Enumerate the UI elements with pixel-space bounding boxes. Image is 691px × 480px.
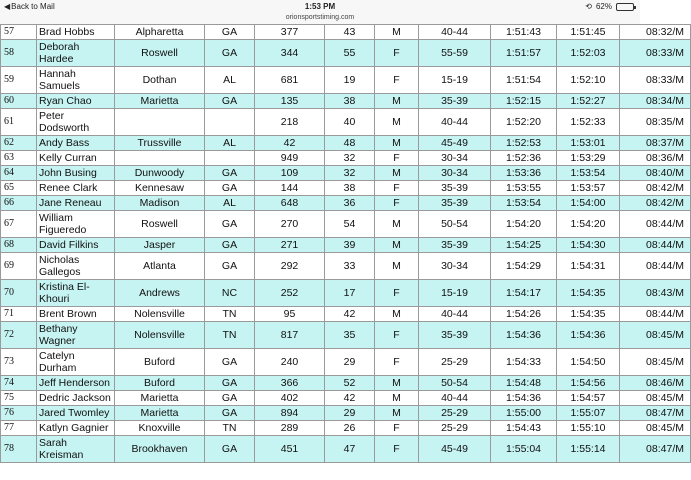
name-cell: Nicholas Gallegos — [37, 253, 115, 280]
chip-time-cell: 1:53:01 — [557, 136, 620, 151]
rotation-lock-icon: ⟲ — [585, 2, 592, 11]
gun-time-cell: 1:54:43 — [491, 421, 557, 436]
gun-time-cell: 1:54:29 — [491, 253, 557, 280]
city-cell: Marietta — [115, 406, 205, 421]
age-cell: 36 — [325, 196, 375, 211]
pace-cell: 08:46/M — [620, 376, 691, 391]
pace-cell: 08:34/M — [620, 94, 691, 109]
state-cell: GA — [205, 406, 255, 421]
city-cell: Brookhaven — [115, 436, 205, 463]
place-cell: 61 — [1, 109, 37, 136]
division-cell: 55-59 — [419, 40, 491, 67]
pace-cell: 08:42/M — [620, 181, 691, 196]
bib-cell: 109 — [255, 166, 325, 181]
name-cell: Peter Dodsworth — [37, 109, 115, 136]
state-cell: GA — [205, 436, 255, 463]
sex-cell: M — [375, 166, 419, 181]
chip-time-cell: 1:54:36 — [557, 322, 620, 349]
state-cell: AL — [205, 136, 255, 151]
chip-time-cell: 1:54:31 — [557, 253, 620, 280]
place-cell: 59 — [1, 67, 37, 94]
chip-time-cell: 1:53:57 — [557, 181, 620, 196]
pace-cell: 08:45/M — [620, 349, 691, 376]
division-cell: 15-19 — [419, 280, 491, 307]
age-cell: 35 — [325, 322, 375, 349]
place-cell: 69 — [1, 253, 37, 280]
pace-cell: 08:44/M — [620, 307, 691, 322]
age-cell: 55 — [325, 40, 375, 67]
state-cell: TN — [205, 322, 255, 349]
gun-time-cell: 1:54:17 — [491, 280, 557, 307]
state-cell: GA — [205, 253, 255, 280]
gun-time-cell: 1:54:36 — [491, 322, 557, 349]
city-cell: Alpharetta — [115, 25, 205, 40]
bib-cell: 252 — [255, 280, 325, 307]
state-cell: TN — [205, 307, 255, 322]
age-cell: 54 — [325, 211, 375, 238]
table-row — [1, 166, 691, 181]
chip-time-cell: 1:52:03 — [557, 40, 620, 67]
age-cell: 26 — [325, 421, 375, 436]
clock: 1:53 PM — [304, 2, 336, 11]
state-cell: GA — [205, 391, 255, 406]
city-cell: Atlanta — [115, 253, 205, 280]
sex-cell: M — [375, 376, 419, 391]
bib-cell: 270 — [255, 211, 325, 238]
gun-time-cell: 1:53:55 — [491, 181, 557, 196]
sex-cell: M — [375, 94, 419, 109]
sex-cell: M — [375, 253, 419, 280]
chip-time-cell: 1:54:56 — [557, 376, 620, 391]
sex-cell: M — [375, 109, 419, 136]
city-cell: Roswell — [115, 40, 205, 67]
table-row — [1, 151, 691, 166]
state-cell: AL — [205, 67, 255, 94]
place-cell: 73 — [1, 349, 37, 376]
age-cell: 38 — [325, 94, 375, 109]
division-cell: 30-34 — [419, 253, 491, 280]
bib-cell: 289 — [255, 421, 325, 436]
city-cell: Dothan — [115, 67, 205, 94]
age-cell: 48 — [325, 136, 375, 151]
pace-cell: 08:45/M — [620, 391, 691, 406]
state-cell: GA — [205, 25, 255, 40]
name-cell: Andy Bass — [37, 136, 115, 151]
table-row — [1, 406, 691, 421]
age-cell: 42 — [325, 307, 375, 322]
place-cell: 75 — [1, 391, 37, 406]
results-table-container[interactable] — [0, 24, 684, 480]
gun-time-cell: 1:54:26 — [491, 307, 557, 322]
bib-cell: 344 — [255, 40, 325, 67]
name-cell: Jane Reneau — [37, 196, 115, 211]
state-cell: GA — [205, 94, 255, 109]
place-cell: 63 — [1, 151, 37, 166]
division-cell: 50-54 — [419, 211, 491, 238]
sex-cell: M — [375, 25, 419, 40]
pace-cell: 08:40/M — [620, 166, 691, 181]
chip-time-cell: 1:54:35 — [557, 307, 620, 322]
place-cell: 62 — [1, 136, 37, 151]
bib-cell: 135 — [255, 94, 325, 109]
pace-cell: 08:45/M — [620, 421, 691, 436]
table-row — [1, 40, 691, 67]
gun-time-cell: 1:55:04 — [491, 436, 557, 463]
name-cell: John Busing — [37, 166, 115, 181]
gun-time-cell: 1:52:15 — [491, 94, 557, 109]
gun-time-cell: 1:52:53 — [491, 136, 557, 151]
state-cell: NC — [205, 280, 255, 307]
gun-time-cell: 1:54:25 — [491, 238, 557, 253]
table-row — [1, 67, 691, 94]
bib-cell: 402 — [255, 391, 325, 406]
city-cell — [115, 151, 205, 166]
table-row — [1, 436, 691, 463]
place-cell: 57 — [1, 25, 37, 40]
chip-time-cell: 1:54:35 — [557, 280, 620, 307]
gun-time-cell: 1:53:36 — [491, 166, 557, 181]
division-cell: 35-39 — [419, 322, 491, 349]
sex-cell: M — [375, 406, 419, 421]
pace-cell: 08:44/M — [620, 253, 691, 280]
division-cell: 40-44 — [419, 307, 491, 322]
name-cell: William Figueredo — [37, 211, 115, 238]
table-row — [1, 376, 691, 391]
chip-time-cell: 1:55:07 — [557, 406, 620, 421]
sex-cell: F — [375, 349, 419, 376]
name-cell: Kristina El-Khouri — [37, 280, 115, 307]
bib-cell: 648 — [255, 196, 325, 211]
state-cell — [205, 151, 255, 166]
division-cell: 45-49 — [419, 436, 491, 463]
chip-time-cell: 1:54:20 — [557, 211, 620, 238]
place-cell: 58 — [1, 40, 37, 67]
sex-cell: F — [375, 181, 419, 196]
state-cell: GA — [205, 181, 255, 196]
table-row — [1, 181, 691, 196]
state-cell: GA — [205, 349, 255, 376]
table-row — [1, 253, 691, 280]
name-cell: Bethany Wagner — [37, 322, 115, 349]
city-cell: Kennesaw — [115, 181, 205, 196]
place-cell: 64 — [1, 166, 37, 181]
name-cell: Hannah Samuels — [37, 67, 115, 94]
chip-time-cell: 1:52:27 — [557, 94, 620, 109]
division-cell: 35-39 — [419, 238, 491, 253]
sex-cell: F — [375, 322, 419, 349]
bib-cell: 894 — [255, 406, 325, 421]
battery-icon — [616, 3, 634, 11]
back-label: Back to Mail — [11, 2, 55, 11]
division-cell: 30-34 — [419, 166, 491, 181]
bib-cell: 366 — [255, 376, 325, 391]
bib-cell: 42 — [255, 136, 325, 151]
sex-cell: F — [375, 67, 419, 94]
table-row — [1, 307, 691, 322]
sex-cell: M — [375, 136, 419, 151]
age-cell: 29 — [325, 406, 375, 421]
division-cell: 50-54 — [419, 376, 491, 391]
url-text: orionsportstiming.com — [285, 14, 355, 21]
bib-cell: 451 — [255, 436, 325, 463]
state-cell: GA — [205, 211, 255, 238]
gun-time-cell: 1:53:54 — [491, 196, 557, 211]
gun-time-cell: 1:51:43 — [491, 25, 557, 40]
city-cell: Dunwoody — [115, 166, 205, 181]
name-cell: Kelly Curran — [37, 151, 115, 166]
name-cell: Dedric Jackson — [37, 391, 115, 406]
table-row — [1, 349, 691, 376]
bib-cell: 949 — [255, 151, 325, 166]
name-cell: Sarah Kreisman — [37, 436, 115, 463]
city-cell: Buford — [115, 349, 205, 376]
pace-cell: 08:32/M — [620, 25, 691, 40]
sex-cell: F — [375, 436, 419, 463]
city-cell: Marietta — [115, 391, 205, 406]
name-cell: Renee Clark — [37, 181, 115, 196]
sex-cell: F — [375, 151, 419, 166]
gun-time-cell: 1:52:20 — [491, 109, 557, 136]
table-row — [1, 322, 691, 349]
city-cell: Roswell — [115, 211, 205, 238]
chip-time-cell: 1:52:10 — [557, 67, 620, 94]
place-cell: 70 — [1, 280, 37, 307]
place-cell: 67 — [1, 211, 37, 238]
city-cell: Knoxville — [115, 421, 205, 436]
division-cell: 25-29 — [419, 349, 491, 376]
gun-time-cell: 1:54:48 — [491, 376, 557, 391]
gun-time-cell: 1:52:36 — [491, 151, 557, 166]
place-cell: 66 — [1, 196, 37, 211]
state-cell: AL — [205, 196, 255, 211]
chip-time-cell: 1:54:57 — [557, 391, 620, 406]
bib-cell: 377 — [255, 25, 325, 40]
table-row — [1, 136, 691, 151]
division-cell: 30-34 — [419, 151, 491, 166]
name-cell: Catelyn Durham — [37, 349, 115, 376]
division-cell: 15-19 — [419, 67, 491, 94]
chevron-left-icon: ◀ — [4, 2, 11, 11]
division-cell: 35-39 — [419, 196, 491, 211]
age-cell: 43 — [325, 25, 375, 40]
division-cell: 45-49 — [419, 136, 491, 151]
age-cell: 17 — [325, 280, 375, 307]
gun-time-cell: 1:54:20 — [491, 211, 557, 238]
city-cell: Nolensville — [115, 307, 205, 322]
name-cell: Deborah Hardee — [37, 40, 115, 67]
pace-cell: 08:47/M — [620, 406, 691, 421]
table-row — [1, 196, 691, 211]
sex-cell: M — [375, 211, 419, 238]
division-cell: 25-29 — [419, 406, 491, 421]
sex-cell: F — [375, 196, 419, 211]
division-cell: 40-44 — [419, 391, 491, 406]
age-cell: 32 — [325, 151, 375, 166]
division-cell: 40-44 — [419, 109, 491, 136]
division-cell: 35-39 — [419, 94, 491, 109]
place-cell: 77 — [1, 421, 37, 436]
table-row — [1, 94, 691, 109]
name-cell: Brad Hobbs — [37, 25, 115, 40]
chip-time-cell: 1:52:33 — [557, 109, 620, 136]
table-row — [1, 211, 691, 238]
sex-cell: M — [375, 391, 419, 406]
state-cell: GA — [205, 166, 255, 181]
place-cell: 76 — [1, 406, 37, 421]
sex-cell: M — [375, 307, 419, 322]
place-cell: 72 — [1, 322, 37, 349]
city-cell: Marietta — [115, 94, 205, 109]
age-cell: 52 — [325, 376, 375, 391]
pace-cell: 08:43/M — [620, 280, 691, 307]
chip-time-cell: 1:55:14 — [557, 436, 620, 463]
state-cell: GA — [205, 238, 255, 253]
chip-time-cell: 1:54:30 — [557, 238, 620, 253]
pace-cell: 08:33/M — [620, 40, 691, 67]
division-cell: 35-39 — [419, 181, 491, 196]
place-cell: 74 — [1, 376, 37, 391]
city-cell: Madison — [115, 196, 205, 211]
pace-cell: 08:33/M — [620, 67, 691, 94]
name-cell: Ryan Chao — [37, 94, 115, 109]
pace-cell: 08:44/M — [620, 211, 691, 238]
city-cell: Jasper — [115, 238, 205, 253]
bib-cell: 240 — [255, 349, 325, 376]
address-bar[interactable] — [0, 14, 640, 24]
bib-cell: 218 — [255, 109, 325, 136]
pace-cell: 08:35/M — [620, 109, 691, 136]
chip-time-cell: 1:54:00 — [557, 196, 620, 211]
bib-cell: 292 — [255, 253, 325, 280]
status-right — [585, 2, 634, 11]
name-cell: Jeff Henderson — [37, 376, 115, 391]
city-cell — [115, 109, 205, 136]
name-cell: David Filkins — [37, 238, 115, 253]
bib-cell: 144 — [255, 181, 325, 196]
gun-time-cell: 1:54:33 — [491, 349, 557, 376]
sex-cell: F — [375, 280, 419, 307]
age-cell: 42 — [325, 391, 375, 406]
city-cell: Trussville — [115, 136, 205, 151]
pace-cell: 08:44/M — [620, 238, 691, 253]
chip-time-cell: 1:51:45 — [557, 25, 620, 40]
chip-time-cell: 1:53:29 — [557, 151, 620, 166]
pace-cell: 08:36/M — [620, 151, 691, 166]
name-cell: Katlyn Gagnier — [37, 421, 115, 436]
table-row — [1, 280, 691, 307]
sex-cell: M — [375, 238, 419, 253]
gun-time-cell: 1:51:54 — [491, 67, 557, 94]
name-cell: Brent Brown — [37, 307, 115, 322]
bib-cell: 681 — [255, 67, 325, 94]
gun-time-cell: 1:54:36 — [491, 391, 557, 406]
state-cell: TN — [205, 421, 255, 436]
age-cell: 33 — [325, 253, 375, 280]
age-cell: 19 — [325, 67, 375, 94]
chip-time-cell: 1:54:50 — [557, 349, 620, 376]
gun-time-cell: 1:55:00 — [491, 406, 557, 421]
chip-time-cell: 1:53:54 — [557, 166, 620, 181]
city-cell: Andrews — [115, 280, 205, 307]
status-bar — [0, 0, 640, 14]
bib-cell: 271 — [255, 238, 325, 253]
bib-cell: 95 — [255, 307, 325, 322]
name-cell: Jared Twomley — [37, 406, 115, 421]
place-cell: 68 — [1, 238, 37, 253]
age-cell: 47 — [325, 436, 375, 463]
gun-time-cell: 1:51:57 — [491, 40, 557, 67]
city-cell: Buford — [115, 376, 205, 391]
division-cell: 25-29 — [419, 421, 491, 436]
pace-cell: 08:47/M — [620, 436, 691, 463]
age-cell: 40 — [325, 109, 375, 136]
table-row — [1, 421, 691, 436]
state-cell: GA — [205, 376, 255, 391]
sex-cell: F — [375, 40, 419, 67]
state-cell — [205, 109, 255, 136]
table-row — [1, 391, 691, 406]
results-table — [0, 24, 691, 463]
age-cell: 38 — [325, 181, 375, 196]
place-cell: 60 — [1, 94, 37, 109]
pace-cell: 08:42/M — [620, 196, 691, 211]
pace-cell: 08:37/M — [620, 136, 691, 151]
chip-time-cell: 1:55:10 — [557, 421, 620, 436]
state-cell: GA — [205, 40, 255, 67]
table-row — [1, 109, 691, 136]
place-cell: 78 — [1, 436, 37, 463]
place-cell: 65 — [1, 181, 37, 196]
table-row — [1, 25, 691, 40]
age-cell: 39 — [325, 238, 375, 253]
division-cell: 40-44 — [419, 25, 491, 40]
battery-percent: 62% — [595, 2, 612, 11]
table-row — [1, 238, 691, 253]
age-cell: 29 — [325, 349, 375, 376]
bib-cell: 817 — [255, 322, 325, 349]
sex-cell: F — [375, 421, 419, 436]
place-cell: 71 — [1, 307, 37, 322]
city-cell: Nolensville — [115, 322, 205, 349]
age-cell: 32 — [325, 166, 375, 181]
pace-cell: 08:45/M — [620, 322, 691, 349]
